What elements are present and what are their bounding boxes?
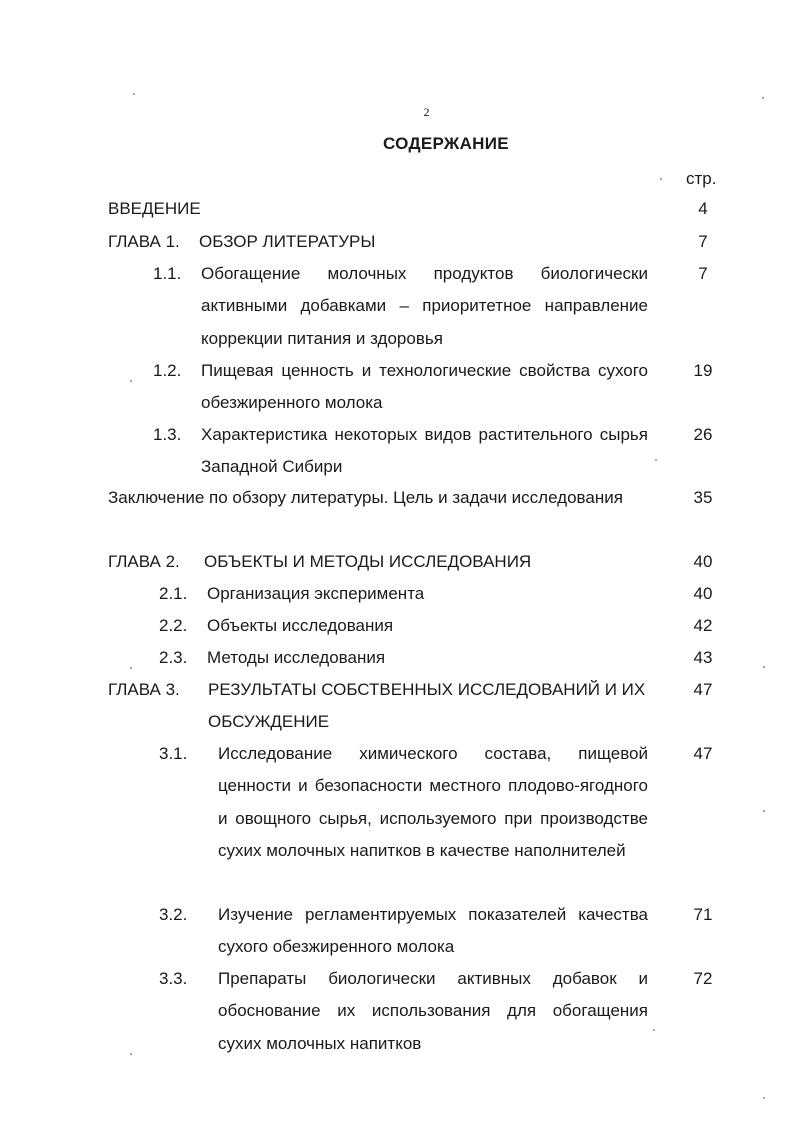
toc-entry-text: Характеристика некоторых видов растительного сырья Западной Сибири — [201, 425, 648, 477]
toc-entry-number: 1.2. — [153, 361, 182, 380]
toc-entry-number: 3.3. — [159, 969, 188, 988]
toc-entry-number: 2.2. — [159, 616, 188, 635]
scan-speck — [653, 1029, 655, 1031]
toc-entry-page: 26 — [693, 425, 713, 444]
toc-entry-text: Организация эксперимента — [207, 584, 425, 603]
toc-entry-number: ГЛАВА 1. — [108, 232, 180, 251]
toc-entry — [0, 482, 793, 547]
toc-entry-text: РЕЗУЛЬТАТЫ СОБСТВЕННЫХ ИССЛЕДОВАНИЙ И ИХ ОБСУЖДЕНИЕ — [208, 680, 646, 732]
toc-entry-page: 43 — [693, 648, 713, 667]
toc-entry-text: ОБЪЕКТЫ И МЕТОДЫ ИССЛЕДОВАНИЯ — [204, 552, 532, 571]
scan-speck — [130, 667, 132, 669]
toc-entry — [0, 610, 793, 643]
toc-entry — [0, 642, 793, 675]
scan-speck — [763, 1097, 765, 1099]
scan-speck — [762, 97, 764, 99]
toc-entry-number: 3.1. — [159, 744, 188, 763]
toc-entry-text: Объекты исследования — [207, 616, 394, 635]
page-column-label: стр. — [686, 169, 717, 188]
toc-entry-text: Изучение регламентируемых показателей качества сухого обезжиренного молока — [218, 905, 648, 957]
toc-entry-page: 19 — [693, 361, 713, 380]
toc-entry — [0, 546, 793, 579]
scan-speck — [763, 810, 765, 812]
toc-entry — [0, 419, 793, 484]
toc-entry-page: 71 — [693, 905, 713, 924]
toc-entry-text: Исследование химического состава, пищевой ценности и безопасности местного плодово-ягодного и овощного сырья, используемого при производстве сухих молочных напитков в качестве наполнителей — [218, 744, 648, 860]
toc-entry-number: ГЛАВА 2. — [108, 552, 180, 571]
scan-speck — [763, 666, 765, 668]
toc-entry-number: 1.1. — [153, 264, 182, 283]
toc-entry-page: 7 — [698, 264, 708, 283]
toc-entry-number: 2.1. — [159, 584, 188, 603]
toc-entry-page: 47 — [693, 680, 713, 699]
page-title: СОДЕРЖАНИЕ — [383, 134, 509, 153]
toc-entry-number: 1.3. — [153, 425, 182, 444]
toc-entry — [0, 963, 793, 1060]
toc-entry — [0, 355, 793, 420]
toc-entry-page: 42 — [693, 616, 713, 635]
toc-entry-number: ГЛАВА 3. — [108, 680, 180, 699]
page-number: 2 — [423, 105, 430, 119]
scan-speck — [133, 93, 135, 95]
toc-entry-text: ОБЗОР ЛИТЕРАТУРЫ — [199, 232, 376, 251]
scan-speck — [130, 1053, 132, 1055]
toc-entry-page: 40 — [693, 584, 713, 603]
toc-entry-page: 4 — [698, 199, 708, 218]
toc-entry-text: Препараты биологически активных добавок и обоснование их использования для обогащения сухих молочных напитков — [218, 969, 648, 1053]
toc-entry — [0, 578, 793, 611]
toc-entry-text: Методы исследования — [207, 648, 386, 667]
toc-entry-page: 72 — [693, 969, 713, 988]
toc-entry — [0, 193, 793, 226]
toc-entry-text: Обогащение молочных продуктов биологически активными добавками – приоритетное направление коррекции питания и здоровья — [201, 264, 648, 348]
scan-speck — [655, 459, 657, 461]
toc-entry-page: 40 — [693, 552, 713, 571]
toc-entry — [0, 674, 793, 739]
toc-entry-text: ВВЕДЕНИЕ — [108, 199, 201, 218]
toc-entry-text: Заключение по обзору литературы. Цель и задачи исследования — [108, 488, 623, 507]
toc-entry-page: 47 — [693, 744, 713, 763]
toc-entry-page: 7 — [698, 232, 708, 251]
toc-entry — [0, 258, 793, 355]
toc-entry-text: Пищевая ценность и технологические свойства сухого обезжиренного молока — [201, 361, 648, 413]
toc-entry-number: 2.3. — [159, 648, 188, 667]
toc-entry-number: 3.2. — [159, 905, 188, 924]
toc-entry-page: 35 — [693, 488, 713, 507]
toc-entry — [0, 899, 793, 964]
scan-speck — [660, 178, 662, 180]
toc-entry — [0, 226, 793, 259]
toc-entry — [0, 738, 793, 900]
scan-speck — [130, 380, 132, 382]
